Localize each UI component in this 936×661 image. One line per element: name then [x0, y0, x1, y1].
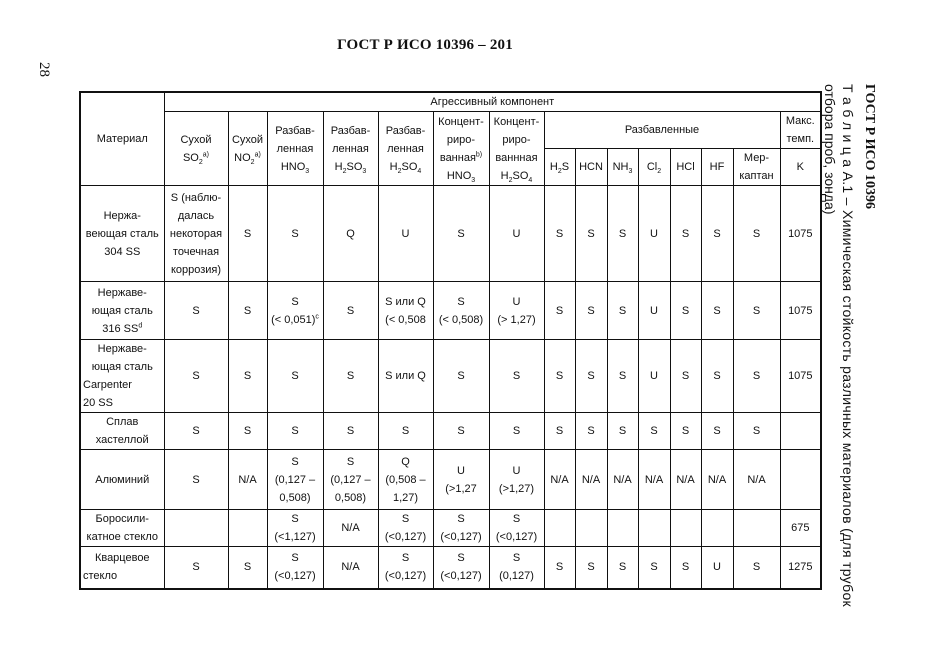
material-cell: Алюминий: [80, 450, 164, 510]
cell-hf: S: [701, 282, 733, 340]
cell-cl2: S: [638, 547, 670, 589]
header-material: Материал: [80, 92, 164, 186]
page-title: ГОСТ Р ИСО 10396 – 201: [337, 37, 513, 53]
cell-hno3: S (0,127 – 0,508): [267, 450, 323, 510]
header-nh3: $NH_3$: [607, 149, 638, 186]
table-row: [80, 186, 821, 282]
cell-so2: S: [164, 282, 228, 340]
cell-h2so4-conc: U (>1,27): [489, 450, 544, 510]
cell-hcl: [670, 510, 701, 547]
cell-h2so4: U: [378, 186, 433, 282]
cell-cl2: [638, 510, 670, 547]
cell-no2: S: [228, 413, 267, 450]
cell-hno3: S (< 0,051)$^c$: [267, 282, 323, 340]
header-cl2: $Cl_2$: [638, 149, 670, 186]
cell-hno3: S: [267, 340, 323, 413]
side-caption-block: [822, 84, 879, 607]
cell-no2: [228, 510, 267, 547]
cell-so2: S: [164, 547, 228, 589]
cell-hno3-conc: S: [433, 413, 489, 450]
cell-hf: [701, 510, 733, 547]
table-caption-line-1: Т а б л и ц а А.1 – Химическая стойкость различных материалов (для трубок: [840, 84, 856, 607]
cell-hcl: N/A: [670, 450, 701, 510]
cell-cl2: S: [638, 413, 670, 450]
cell-hcn: S: [575, 340, 607, 413]
cell-hf: S: [701, 340, 733, 413]
cell-h2so3: N/A: [323, 547, 378, 589]
material-cell: Нержаве- ющая сталь 316 $SS^d$: [80, 282, 164, 340]
header-dry-so2: Сухой $SO_2^{a)}$: [164, 112, 228, 186]
material-cell: Кварцевое стекло: [80, 547, 164, 589]
table-row: [80, 340, 821, 413]
cell-hno3: S: [267, 413, 323, 450]
cell-no2: S: [228, 547, 267, 589]
table-row: [80, 450, 821, 510]
cell-no2: S: [228, 282, 267, 340]
cell-h2s: S: [544, 547, 575, 589]
cell-max-temp: 1075: [780, 340, 821, 413]
material-cell: Боросили- катное стекло: [80, 510, 164, 547]
cell-cl2: U: [638, 340, 670, 413]
header-aggressive-component: Агрессивный компонент: [164, 92, 821, 112]
cell-no2: S: [228, 340, 267, 413]
cell-mercaptan: N/A: [733, 450, 780, 510]
cell-hcn: [575, 510, 607, 547]
cell-nh3: S: [607, 413, 638, 450]
cell-max-temp: [780, 450, 821, 510]
cell-nh3: [607, 510, 638, 547]
cell-nh3: S: [607, 547, 638, 589]
cell-no2: S: [228, 186, 267, 282]
cell-hno3: S: [267, 186, 323, 282]
cell-so2: S: [164, 413, 228, 450]
cell-h2so4: S (<0,127): [378, 510, 433, 547]
table-row: [80, 510, 821, 547]
cell-h2so4: S или Q: [378, 340, 433, 413]
cell-cl2: U: [638, 186, 670, 282]
cell-h2so3: S: [323, 413, 378, 450]
material-cell: Нержаве- ющая сталь Carpenter 20 SS: [80, 340, 164, 413]
cell-hf: S: [701, 186, 733, 282]
cell-mercaptan: S: [733, 282, 780, 340]
cell-hcn: N/A: [575, 450, 607, 510]
cell-so2: S (наблю- далась некоторая точечная коррозия): [164, 186, 228, 282]
cell-mercaptan: S: [733, 413, 780, 450]
cell-max-temp: 1075: [780, 282, 821, 340]
cell-hno3: S (<0,127): [267, 547, 323, 589]
table-row: [80, 547, 821, 589]
cell-hcl: S: [670, 282, 701, 340]
cell-hno3-conc: S: [433, 186, 489, 282]
header-dilute-h2so3: Разбав- ленная $H_2SO_3$: [323, 112, 378, 186]
header-dilute-hno3: Разбав- ленная $HNO_3$: [267, 112, 323, 186]
cell-max-temp: 1075: [780, 186, 821, 282]
header-diluted: Разбавленные: [544, 112, 780, 149]
cell-max-temp: 1275: [780, 547, 821, 589]
cell-h2s: S: [544, 413, 575, 450]
cell-h2s: N/A: [544, 450, 575, 510]
material-cell: Нержа- веющая сталь 304 SS: [80, 186, 164, 282]
cell-nh3: S: [607, 186, 638, 282]
cell-h2s: S: [544, 282, 575, 340]
cell-mercaptan: [733, 510, 780, 547]
cell-hcl: S: [670, 413, 701, 450]
cell-h2so3: Q: [323, 186, 378, 282]
cell-h2so3: S: [323, 340, 378, 413]
side-standard-label: ГОСТ Р ИСО 10396: [862, 84, 877, 210]
cell-mercaptan: S: [733, 340, 780, 413]
cell-hno3: S (<1,127): [267, 510, 323, 547]
cell-hcn: S: [575, 547, 607, 589]
cell-nh3: N/A: [607, 450, 638, 510]
cell-h2so4-conc: S (<0,127): [489, 510, 544, 547]
cell-nh3: S: [607, 282, 638, 340]
header-max-temp: Макс. темп.: [780, 112, 821, 149]
cell-so2: S: [164, 450, 228, 510]
cell-hno3-conc: S (<0,127): [433, 547, 489, 589]
cell-no2: N/A: [228, 450, 267, 510]
table-caption-line-2: отбора проб, зонда): [822, 84, 838, 215]
cell-mercaptan: S: [733, 186, 780, 282]
cell-h2so4: S или Q (< 0,508: [378, 282, 433, 340]
cell-h2so3: S (0,127 – 0,508): [323, 450, 378, 510]
header-conc-h2so4: Концент- риро- ваннная $H_2SO_4$: [489, 112, 544, 186]
cell-so2: [164, 510, 228, 547]
cell-hno3-conc: S (< 0,508): [433, 282, 489, 340]
cell-hcn: S: [575, 413, 607, 450]
cell-max-temp: [780, 413, 821, 450]
material-cell: Сплав хастеллой: [80, 413, 164, 450]
cell-h2so3: N/A: [323, 510, 378, 547]
cell-hcl: S: [670, 340, 701, 413]
cell-h2so4: Q (0,508 – 1,27): [378, 450, 433, 510]
cell-h2so3: S: [323, 282, 378, 340]
header-hf: HF: [701, 149, 733, 186]
cell-h2so4-conc: S: [489, 413, 544, 450]
cell-hf: N/A: [701, 450, 733, 510]
cell-hno3-conc: U (>1,27: [433, 450, 489, 510]
cell-cl2: U: [638, 282, 670, 340]
cell-h2s: [544, 510, 575, 547]
chemical-resistance-table: [79, 91, 822, 590]
cell-hf: U: [701, 547, 733, 589]
cell-so2: S: [164, 340, 228, 413]
cell-hno3-conc: S (<0,127): [433, 510, 489, 547]
header-kelvin: K: [780, 149, 821, 186]
table-row: [80, 282, 821, 340]
header-dilute-h2so4: Разбав- ленная $H_2SO_4$: [378, 112, 433, 186]
table-row: [80, 413, 821, 450]
header-hcn: HCN: [575, 149, 607, 186]
cell-hcn: S: [575, 282, 607, 340]
cell-hf: S: [701, 413, 733, 450]
cell-hcl: S: [670, 186, 701, 282]
cell-mercaptan: S: [733, 547, 780, 589]
cell-cl2: N/A: [638, 450, 670, 510]
header-conc-hno3: Концент- риро- ванная$^{b)}$ $HNO_3$: [433, 112, 489, 186]
cell-max-temp: 675: [780, 510, 821, 547]
cell-h2so4-conc: U (> 1,27): [489, 282, 544, 340]
cell-h2so4: S: [378, 413, 433, 450]
cell-hno3-conc: S: [433, 340, 489, 413]
cell-nh3: S: [607, 340, 638, 413]
cell-h2s: S: [544, 340, 575, 413]
cell-hcn: S: [575, 186, 607, 282]
cell-h2so4-conc: U: [489, 186, 544, 282]
header-hcl: HCl: [670, 149, 701, 186]
header-h2s: $H_2S$: [544, 149, 575, 186]
cell-h2so4-conc: S (0,127): [489, 547, 544, 589]
cell-h2so4-conc: S: [489, 340, 544, 413]
header-mercaptan: Мер- каптан: [733, 149, 780, 186]
header-dry-no2: Сухой $NO_2^{a)}$: [228, 112, 267, 186]
table-caption: [821, 84, 857, 607]
cell-h2s: S: [544, 186, 575, 282]
page-number: 28: [36, 62, 52, 77]
cell-hcl: S: [670, 547, 701, 589]
cell-h2so4: S (<0,127): [378, 547, 433, 589]
